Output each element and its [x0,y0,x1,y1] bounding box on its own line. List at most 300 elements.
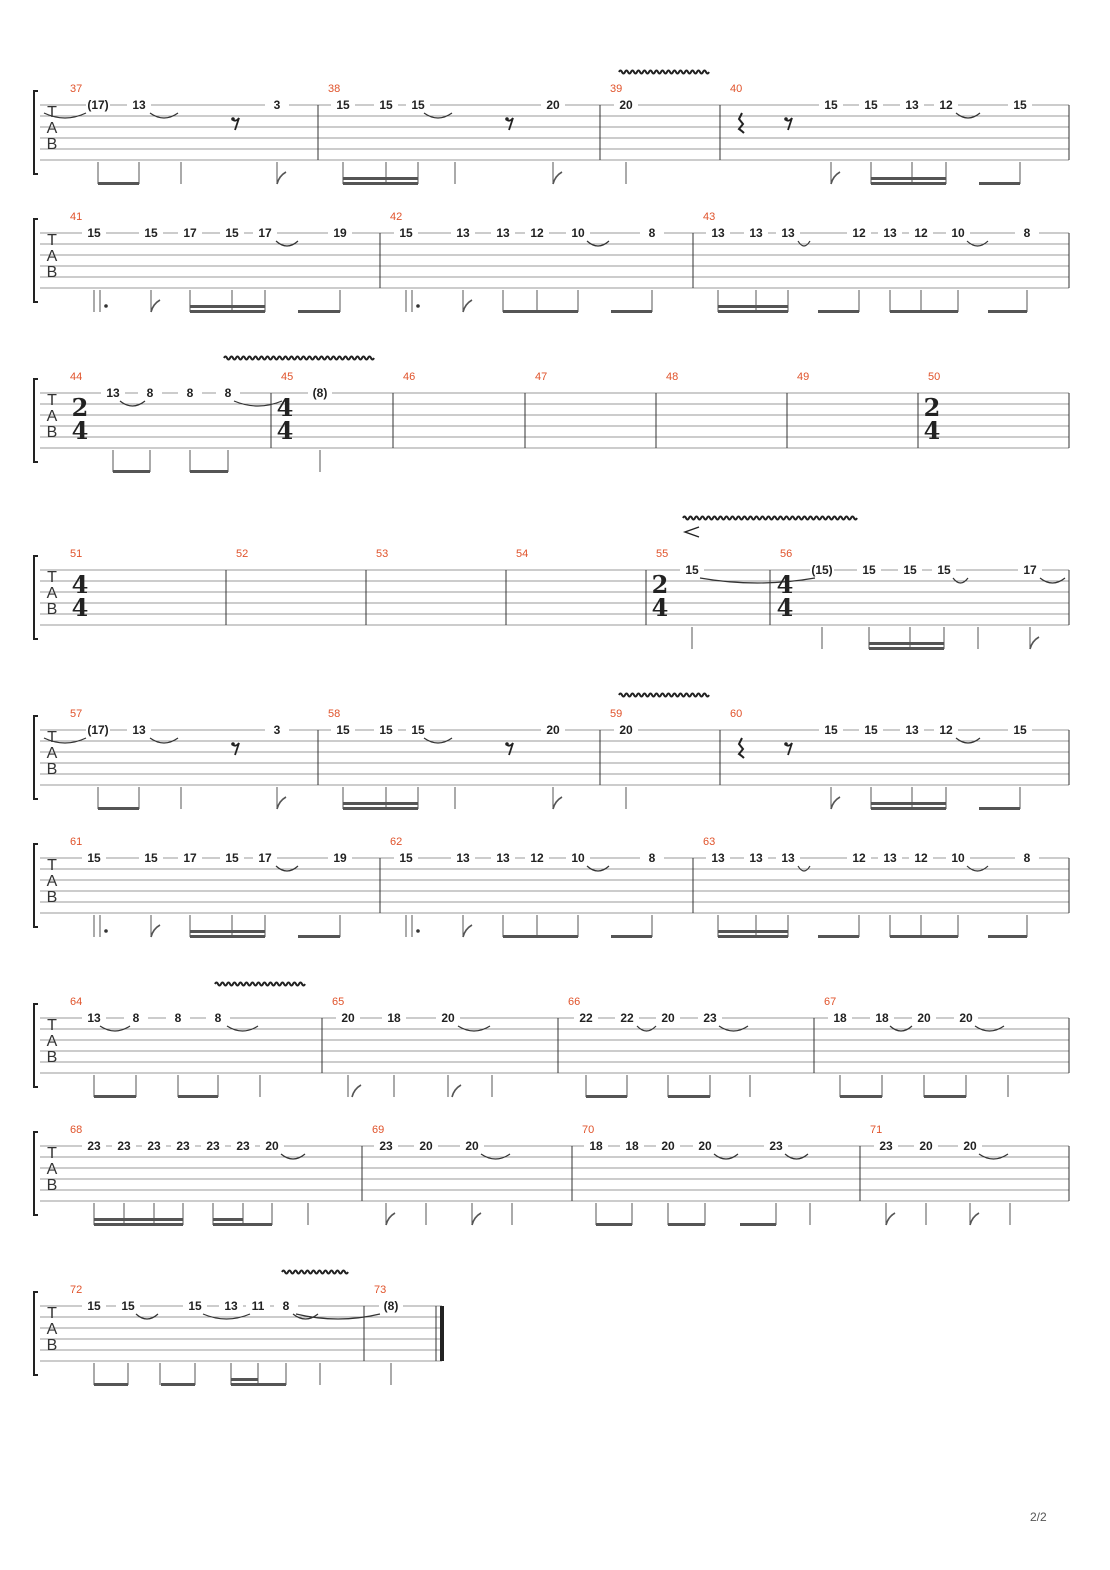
system-bracket [34,1004,38,1087]
fret-number: 11 [251,1299,265,1313]
tab-system-5 [34,708,1069,810]
fret-number: 23 [87,1139,101,1153]
beam [98,182,139,185]
fret-number: 15 [862,563,876,577]
note-flag [452,1085,461,1097]
fret-number: 15 [379,98,393,112]
beam [871,177,946,180]
fret-number: 20 [419,1139,433,1153]
fret-number: 23 [879,1139,893,1153]
fret-number: 3 [273,98,281,112]
fret-number: 15 [87,1299,101,1313]
fret-number: 23 [176,1139,190,1153]
beam [718,310,788,313]
beam [611,935,652,938]
beam [818,935,859,938]
beam [298,310,340,313]
fret-number: 15 [937,563,951,577]
measure-number: 49 [797,371,810,383]
fret-number: 18 [833,1011,847,1025]
measure-number: 72 [70,1284,83,1296]
fret-number: 12 [914,851,928,865]
beam [979,182,1020,185]
beam [190,930,265,933]
vibrato-mark [215,983,305,986]
eighth-rest-dot [231,117,235,121]
tab-clef-letter: B [46,889,58,906]
beam [213,1218,243,1221]
fret-number: 15 [411,723,425,737]
time-signature-top: 2 [923,393,941,422]
note-flag [352,1085,361,1097]
fret-number: 13 [87,1011,101,1025]
fret-number: 13 [883,851,897,865]
measure-number: 42 [390,211,403,223]
tab-clef-letter: T [47,857,57,874]
fret-number: 20 [546,98,560,112]
beam [988,935,1027,938]
tab-clef-letter: T [47,1017,57,1034]
beam [586,1095,627,1098]
beam [979,807,1020,810]
fret-number: 12 [852,851,866,865]
note-flag [151,925,160,937]
beam [503,935,578,938]
note-flag [886,1213,895,1225]
fret-number: 15 [121,1299,135,1313]
beam [190,935,265,938]
system-bracket [34,716,38,799]
measure-number: 51 [70,548,83,560]
fret-number: 13 [496,851,510,865]
fret-number: 8 [174,1011,182,1025]
tab-clef-letter: B [46,1177,58,1194]
beam [718,305,788,308]
fret-number: 8 [146,386,154,400]
system-bracket [34,556,38,639]
system-bracket [34,219,38,302]
beam [818,310,859,313]
system-bracket [34,1292,38,1375]
fret-number: 20 [619,723,633,737]
time-signature-bottom: 4 [276,416,294,445]
beam [343,182,418,185]
fret-number: 13 [749,851,763,865]
beam [94,1383,128,1386]
fret-number: 15 [864,98,878,112]
fret-number: 8 [1023,226,1031,240]
beam [190,470,228,473]
vibrato-mark [224,357,374,360]
measure-number: 45 [281,371,294,383]
time-signature-bottom: 4 [776,593,794,622]
beam [740,1223,776,1226]
fret-number: 19 [333,851,347,865]
vibrato-mark [683,517,857,520]
measure-number: 62 [390,836,403,848]
beam [924,1095,966,1098]
fret-number: 23 [117,1139,131,1153]
fret-number: 20 [441,1011,455,1025]
tab-clef-letter: A [46,1033,58,1050]
time-signature-top: 4 [71,570,89,599]
measure-number: 39 [610,83,623,95]
beam [718,935,788,938]
fret-number: 12 [530,226,544,240]
fret-number: 10 [571,851,585,865]
fret-number: 13 [711,226,725,240]
fret-number: 13 [496,226,510,240]
note-flag [970,1213,979,1225]
note-flag [553,797,562,809]
fret-number: (17) [87,98,109,112]
beam [190,305,265,308]
fret-number: 8 [186,386,194,400]
beam [94,1218,183,1221]
tab-system-7 [34,996,1069,1098]
note-flag [277,797,286,809]
note-flag [472,1213,481,1225]
beam [718,930,788,933]
time-signature-bottom: 4 [923,416,941,445]
note-flag [463,925,472,937]
fret-number: 18 [625,1139,639,1153]
measure-number: 52 [236,548,249,560]
beam [343,807,418,810]
fret-number: 12 [939,98,953,112]
fret-number: 20 [619,98,633,112]
fret-number: 15 [399,851,413,865]
fret-number: 15 [87,226,101,240]
eighth-rest-dot [784,742,788,746]
fret-number: 17 [183,851,197,865]
measure-number: 54 [516,548,529,560]
tab-system-9 [34,1284,444,1386]
tab-clef-letter: B [46,1337,58,1354]
fret-number: 13 [883,226,897,240]
tab-system-8 [34,1124,1069,1226]
fret-number: 22 [620,1011,634,1025]
fret-number: 15 [225,226,239,240]
tab-clef-letter: B [46,424,58,441]
measure-number: 65 [332,996,345,1008]
beam [611,310,652,313]
tab-clef-letter: A [46,873,58,890]
beam [869,642,944,645]
fret-number: 15 [336,98,350,112]
time-signature-bottom: 4 [71,593,89,622]
fret-number: 20 [919,1139,933,1153]
fret-number: 15 [685,563,699,577]
measure-number: 44 [70,371,83,383]
note-flag [463,300,472,312]
measure-number: 50 [928,371,941,383]
fret-number: 13 [781,226,795,240]
measure-number: 40 [730,83,743,95]
beam [871,182,946,185]
fret-number: 15 [824,723,838,737]
beam [298,935,340,938]
note-flag [151,300,160,312]
note-flag [386,1213,395,1225]
fret-number: 15 [411,98,425,112]
dot [104,304,108,308]
measure-number: 46 [403,371,416,383]
tab-system-6 [34,836,1069,938]
fret-number: 19 [333,226,347,240]
tab-system-4 [34,548,1069,650]
beam [178,1095,218,1098]
note-flag [831,797,840,809]
fret-number: 13 [132,98,146,112]
measure-number: 70 [582,1124,595,1136]
beam [503,310,578,313]
fret-number: 15 [1013,98,1027,112]
measure-number: 61 [70,836,83,848]
beam [840,1095,882,1098]
eighth-rest-dot [784,117,788,121]
system-bracket [34,1132,38,1215]
fret-number: (8) [383,1299,399,1313]
measure-number: 64 [70,996,83,1008]
measure-number: 57 [70,708,83,720]
fret-number: 13 [456,226,470,240]
fret-number: 17 [258,226,272,240]
fret-number: 10 [951,226,965,240]
fret-number: 8 [1023,851,1031,865]
fret-number: 18 [589,1139,603,1153]
crescendo-mark [685,527,699,537]
measure-number: 69 [372,1124,385,1136]
tab-clef-letter: B [46,136,58,153]
fret-number: 15 [144,226,158,240]
fret-number: 3 [273,723,281,737]
measure-number: 56 [780,548,793,560]
fret-number: 10 [571,226,585,240]
fret-number: 17 [183,226,197,240]
beam [890,935,958,938]
measure-number: 60 [730,708,743,720]
tab-system-1 [34,83,1069,185]
fret-number: 15 [225,851,239,865]
time-signature-top: 2 [651,570,669,599]
tab-clef-letter: A [46,248,58,265]
beam [98,807,139,810]
fret-number: 20 [265,1139,279,1153]
fret-number: 8 [214,1011,222,1025]
note-flag [277,172,286,184]
beam [596,1223,632,1226]
tab-clef-letter: A [46,120,58,137]
vibrato-mark [619,694,709,697]
eighth-rest-dot [231,742,235,746]
fret-number: 17 [1023,563,1037,577]
final-bar-thick [440,1306,444,1361]
fret-number: 20 [661,1011,675,1025]
tab-clef-letter: B [46,601,58,618]
measure-number: 71 [870,1124,883,1136]
measure-number: 58 [328,708,341,720]
fret-number: 13 [905,723,919,737]
fret-number: 20 [661,1139,675,1153]
vibrato-mark [282,1271,348,1274]
beam [190,310,265,313]
measure-number: 43 [703,211,716,223]
tab-clef-letter: T [47,1305,57,1322]
beam [343,177,418,180]
dot [416,929,420,933]
note-flag [553,172,562,184]
dot [416,304,420,308]
system-bracket [34,91,38,174]
fret-number: 13 [132,723,146,737]
fret-number: 8 [648,851,656,865]
beam [231,1378,258,1381]
time-signature-top: 4 [276,393,294,422]
fret-number: 20 [341,1011,355,1025]
eighth-rest-dot [505,742,509,746]
fret-number: 20 [959,1011,973,1025]
fret-number: 20 [698,1139,712,1153]
fret-number: 8 [282,1299,290,1313]
measure-number: 67 [824,996,837,1008]
fret-number: 15 [336,723,350,737]
fret-number: 15 [1013,723,1027,737]
fret-number: 8 [224,386,232,400]
measure-number: 59 [610,708,623,720]
beam [988,310,1027,313]
fret-number: 17 [258,851,272,865]
fret-number: 10 [951,851,965,865]
tab-clef-letter: B [46,761,58,778]
measure-number: 48 [666,371,679,383]
tab-clef-letter: T [47,232,57,249]
fret-number: (17) [87,723,109,737]
tab-system-3 [34,371,1069,473]
fret-number: 20 [963,1139,977,1153]
tab-clef-letter: A [46,1161,58,1178]
tab-clef-letter: T [47,392,57,409]
time-signature-bottom: 4 [651,593,669,622]
fret-number: (8) [312,386,328,400]
fret-number: 15 [188,1299,202,1313]
fret-number: 20 [465,1139,479,1153]
fret-number: 12 [530,851,544,865]
fret-number: 23 [379,1139,393,1153]
beam [668,1223,705,1226]
fret-number: 13 [456,851,470,865]
measure-number: 53 [376,548,389,560]
fret-number: 15 [824,98,838,112]
fret-number: 23 [147,1139,161,1153]
fret-number: 15 [864,723,878,737]
fret-number: 23 [769,1139,783,1153]
time-signature-top: 2 [71,393,89,422]
measure-number: 41 [70,211,83,223]
system-bracket [34,844,38,927]
fret-number: (15) [811,563,833,577]
beam [871,807,946,810]
fret-number: 15 [903,563,917,577]
fret-number: 15 [379,723,393,737]
measure-number: 68 [70,1124,83,1136]
fret-number: 20 [546,723,560,737]
measure-number: 37 [70,83,83,95]
vibrato-mark [619,71,709,74]
beam [871,802,946,805]
measure-number: 55 [656,548,669,560]
fret-number: 12 [914,226,928,240]
beam [258,1383,286,1386]
fret-number: 13 [781,851,795,865]
measure-number: 38 [328,83,341,95]
eighth-rest-dot [505,117,509,121]
beam [94,1223,183,1226]
note-flag [1030,637,1039,649]
fret-number: 23 [206,1139,220,1153]
beam [343,802,418,805]
fret-number: 13 [224,1299,238,1313]
dot [104,929,108,933]
note-flag [831,172,840,184]
time-signature-top: 4 [776,570,794,599]
fret-number: 18 [875,1011,889,1025]
fret-number: 18 [387,1011,401,1025]
tab-clef-letter: T [47,569,57,586]
tab-clef-letter: A [46,585,58,602]
tab-clef-letter: T [47,1145,57,1162]
system-bracket [34,379,38,462]
beam [869,647,944,650]
beam [213,1223,243,1226]
tab-clef-letter: B [46,264,58,281]
time-signature-bottom: 4 [71,416,89,445]
beam [231,1383,258,1386]
fret-number: 23 [236,1139,250,1153]
measure-number: 73 [374,1284,387,1296]
fret-number: 12 [852,226,866,240]
fret-number: 13 [905,98,919,112]
beam [113,470,150,473]
fret-number: 15 [144,851,158,865]
fret-number: 8 [132,1011,140,1025]
measure-number: 47 [535,371,548,383]
beam [890,310,958,313]
beam [243,1223,272,1226]
fret-number: 15 [87,851,101,865]
fret-number: 22 [579,1011,593,1025]
tab-clef-letter: A [46,745,58,762]
tab-clef-letter: A [46,408,58,425]
measure-number: 63 [703,836,716,848]
fret-number: 8 [648,226,656,240]
tab-clef-letter: T [47,729,57,746]
beam [161,1383,195,1386]
tab-clef-letter: T [47,104,57,121]
fret-number: 23 [703,1011,717,1025]
tab-clef-letter: A [46,1321,58,1338]
fret-number: 13 [106,386,120,400]
measure-number: 66 [568,996,581,1008]
beam [668,1095,710,1098]
tab-clef-letter: B [46,1049,58,1066]
tab-system-2 [34,211,1069,313]
fret-number: 13 [749,226,763,240]
beam [94,1095,136,1098]
fret-number: 13 [711,851,725,865]
fret-number: 20 [917,1011,931,1025]
fret-number: 12 [939,723,953,737]
